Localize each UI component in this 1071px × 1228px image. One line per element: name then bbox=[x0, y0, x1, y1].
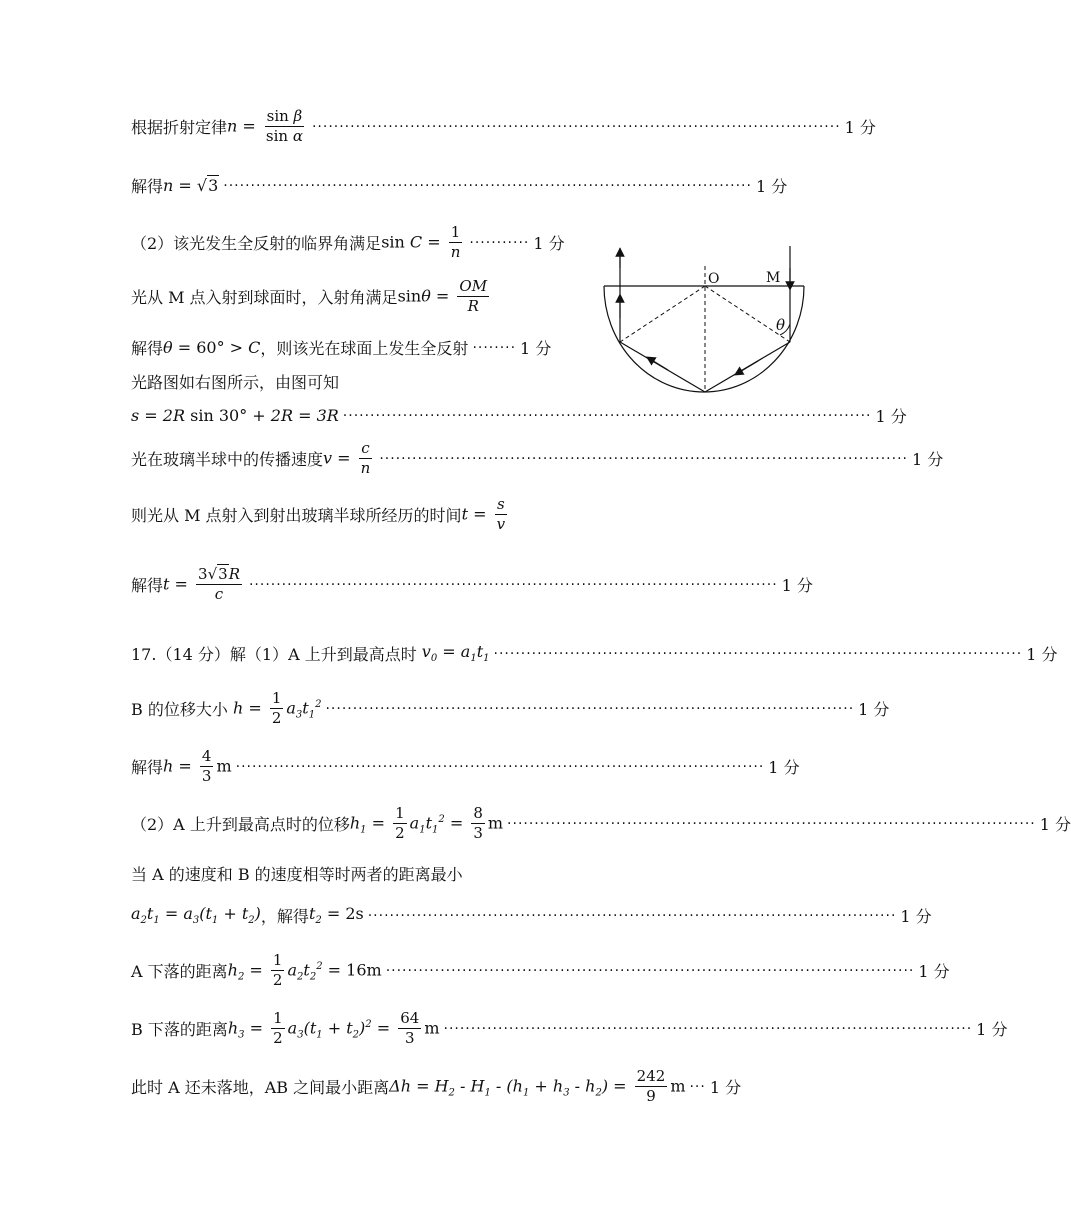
line-t2-solve bbox=[131, 904, 932, 927]
label-theta: θ bbox=[776, 316, 786, 334]
formula: v = $\frac{c}{n}$ bbox=[323, 439, 371, 478]
leader-dots: ································································································· bbox=[325, 700, 855, 717]
line-text: 17.（14 分）解（1）A 上升到最高点时 bbox=[131, 645, 417, 664]
line-text: （2）A 上升到最高点时的位移 bbox=[131, 815, 350, 835]
line-text: 则光从 M 点射入到射出玻璃半球所经历的时间 bbox=[131, 506, 462, 526]
score: 1 分 bbox=[858, 700, 890, 720]
formula: t = $\frac{3√3R}{c}$ bbox=[163, 565, 240, 604]
leader-dots: ··· bbox=[689, 1078, 706, 1095]
line-incidence-angle bbox=[131, 278, 492, 316]
line-text: 解得 bbox=[131, 758, 164, 778]
line-text: A 下落的距离 bbox=[131, 962, 228, 982]
leader-dots: ································································································· bbox=[443, 1020, 973, 1037]
line-text: 此时 A 还未落地，AB 之间最小距离 bbox=[131, 1078, 390, 1098]
leader-dots: ································································································· bbox=[311, 118, 841, 135]
line-b-displacement bbox=[131, 689, 890, 728]
formula: $v_0 = a_1t_1$ bbox=[416, 642, 490, 665]
line-h-result bbox=[131, 747, 800, 786]
line-text: B 的位移大小 bbox=[131, 700, 228, 720]
leader-dots: ································································································· bbox=[493, 645, 1023, 662]
score: 1 分 bbox=[755, 177, 788, 196]
spherical-surface bbox=[604, 286, 804, 392]
score: 1 分 bbox=[781, 576, 813, 596]
formula: sinθ = $\frac{OM}{R}$ bbox=[397, 277, 488, 316]
leader-dots: ································································································· bbox=[385, 962, 915, 979]
line-min-distance bbox=[131, 1067, 742, 1106]
formula: θ = 60° > C bbox=[163, 338, 261, 357]
formula-2: $t_2 = 2s$ bbox=[308, 904, 364, 927]
radius-left bbox=[620, 286, 705, 342]
line-text: 当 A 的速度和 B 的速度相等时两者的距离最小 bbox=[131, 865, 463, 884]
label-m: M bbox=[766, 270, 781, 286]
score: 1 分 bbox=[844, 118, 876, 138]
line-text: ，解得 bbox=[260, 907, 309, 926]
leader-dots: ································································································· bbox=[342, 407, 872, 424]
score: 1 分 bbox=[875, 407, 907, 426]
line-text: 解得 bbox=[131, 339, 164, 358]
formula: $h_2$ = $\frac{1}{2}$ $a_2t_2^2 = 16m$ bbox=[227, 951, 382, 990]
line-min-distance-cond bbox=[131, 862, 463, 885]
line-time-def bbox=[131, 496, 510, 534]
formula: h = $\frac{1}{2}$ $a_3t_1^2$ bbox=[227, 689, 322, 728]
score: 1 分 bbox=[533, 234, 565, 254]
score: 1 分 bbox=[911, 450, 944, 470]
formula: t = $\frac{s}{v}$ bbox=[461, 495, 506, 534]
leader-dots: ································································································· bbox=[379, 450, 908, 467]
formula: $\Delta h = H_2 - H_1 - (h_1 + h_3 - h_2)$ = $\frac{242}{9}$ m bbox=[389, 1067, 686, 1106]
line-q17-start bbox=[131, 642, 1058, 665]
line-a-fall bbox=[131, 951, 950, 990]
leader-dots: ································································································· bbox=[367, 907, 897, 924]
score: 1 分 bbox=[709, 1078, 742, 1098]
line-text: 解得 bbox=[131, 177, 164, 196]
reflected-arrow-2 bbox=[650, 359, 668, 370]
score: 1 分 bbox=[768, 758, 800, 778]
line-a-max-height bbox=[131, 804, 1071, 843]
line-total-reflection bbox=[131, 336, 551, 359]
formula: s = 2R sin 30° + 2R = 3R bbox=[131, 406, 339, 425]
leader-dots: ································································································· bbox=[223, 177, 752, 194]
reflected-arrow-1 bbox=[738, 361, 758, 373]
formula: n = √3 bbox=[163, 176, 219, 195]
formula: sin C = $\frac{1}{n}$ bbox=[381, 223, 461, 262]
score: 1 分 bbox=[1039, 815, 1071, 835]
leader-dots: ································································································· bbox=[235, 758, 765, 775]
leader-dots: ································································································· bbox=[248, 576, 778, 593]
formula: n = $\frac{\text{sin β}}{\text{sin α}}$ bbox=[227, 107, 303, 146]
score: 1 分 bbox=[918, 962, 950, 982]
score: 1 分 bbox=[900, 907, 932, 926]
line-text: 光在玻璃半球中的传播速度 bbox=[131, 450, 324, 470]
formula: $h_1$ = $\frac{1}{2}$ $a_1t_1^2$ = $\frac{8}{3}$ m bbox=[349, 804, 504, 843]
line-refraction-law bbox=[131, 107, 876, 146]
line-path-length bbox=[131, 404, 907, 427]
line-text: 光路图如右图所示，由图可知 bbox=[131, 373, 340, 392]
line-time-result bbox=[131, 565, 813, 604]
line-text: 光从 M 点入射到球面时，入射角满足 bbox=[131, 288, 398, 308]
line-text: B 下落的距离 bbox=[131, 1020, 228, 1040]
score: 1 分 bbox=[1026, 645, 1058, 664]
leader-dots: ········ bbox=[472, 339, 517, 356]
line-text: （2）该光发生全反射的临界角满足 bbox=[131, 234, 382, 254]
line-speed bbox=[131, 439, 944, 478]
formula: $a_2t_1 = a_3(t_1 + t_2)$ bbox=[131, 904, 261, 927]
line-b-fall bbox=[131, 1009, 1008, 1048]
leader-dots: ··········· bbox=[469, 234, 530, 251]
line-critical-angle bbox=[131, 224, 565, 262]
hemisphere-diagram bbox=[598, 238, 810, 398]
line-text: 根据折射定律 bbox=[131, 118, 228, 138]
line-text-2: ，则该光在球面上发生全反射 bbox=[260, 339, 469, 358]
line-diagram-ref bbox=[131, 370, 339, 393]
score: 1 分 bbox=[976, 1020, 1008, 1040]
score: 1 分 bbox=[520, 339, 552, 358]
line-solve-n bbox=[131, 174, 788, 197]
leader-dots: ································································································· bbox=[507, 815, 1036, 832]
formula: $h_3$ = $\frac{1}{2}$ $a_3(t_1 + t_2)^2$ = $\frac{64}{3}$ m bbox=[227, 1009, 440, 1048]
line-text: 解得 bbox=[131, 576, 164, 596]
formula: h = $\frac{4}{3}$ m bbox=[163, 747, 232, 786]
label-o: O bbox=[708, 271, 720, 287]
